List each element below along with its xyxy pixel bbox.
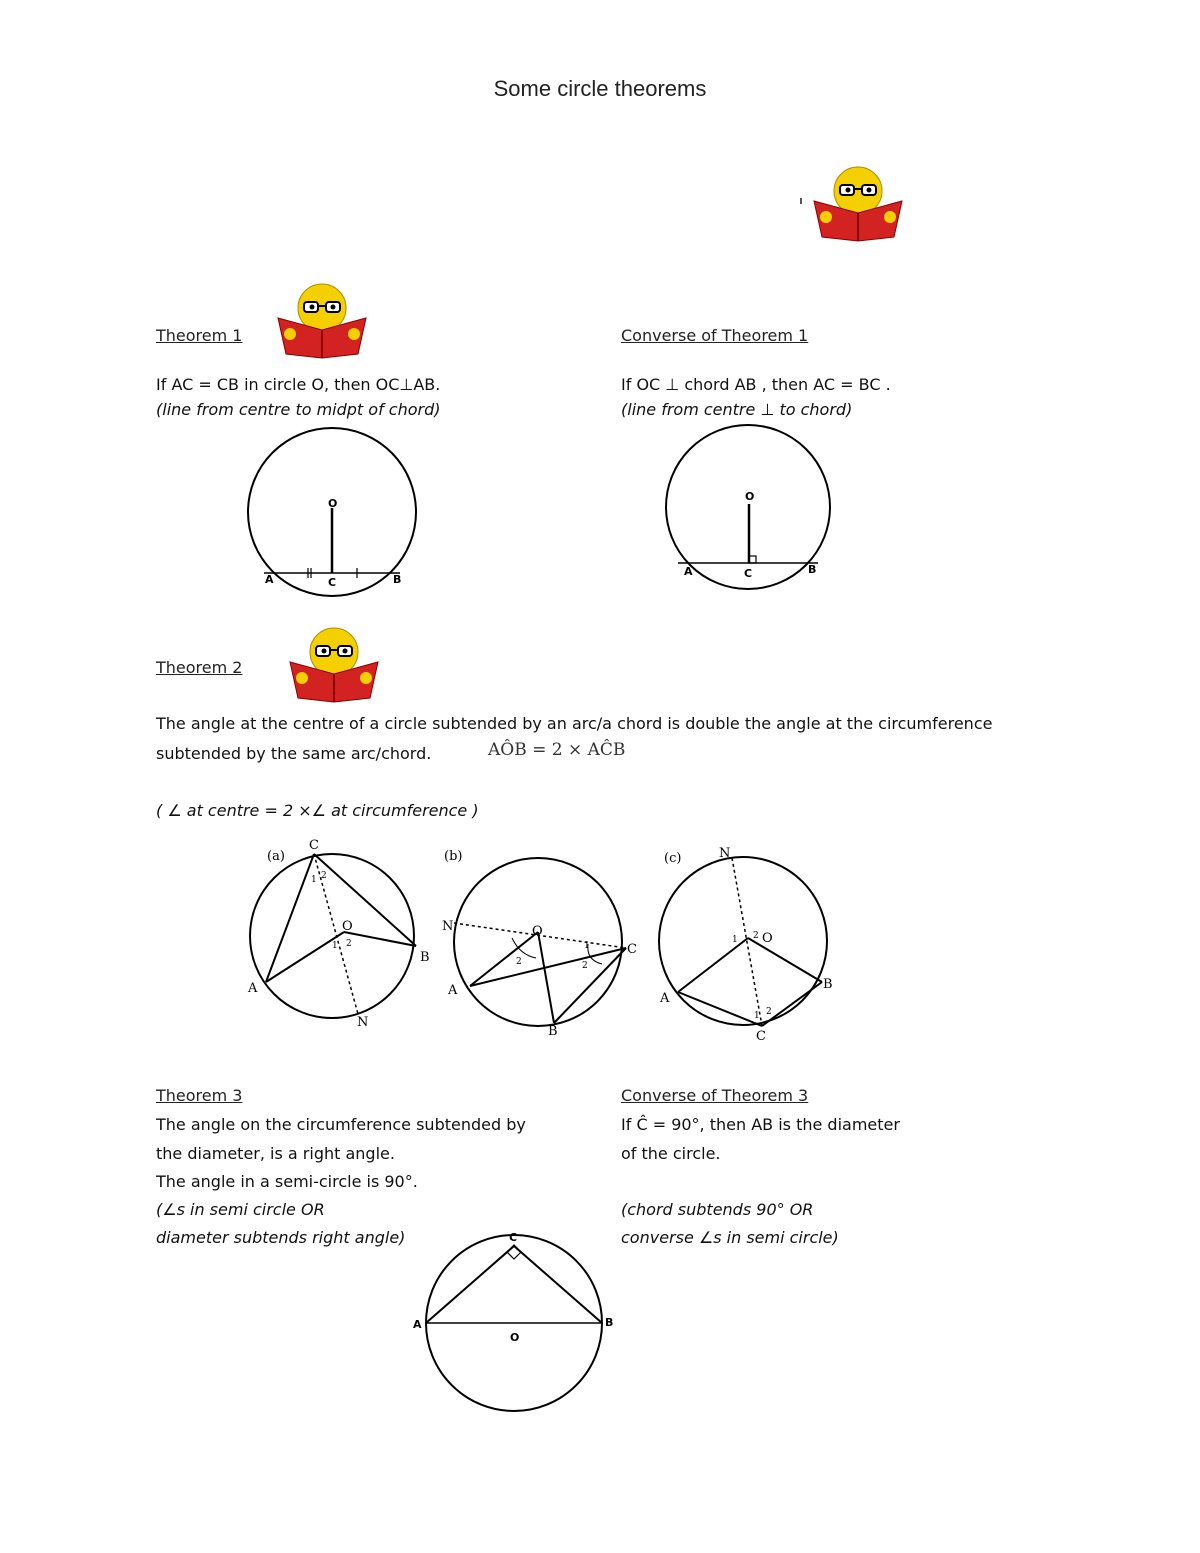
svg-text:2: 2 [582, 961, 588, 971]
label-b: B [548, 1024, 558, 1039]
svg-text:2: 2 [516, 957, 522, 967]
theorem3-diagram [410, 1226, 620, 1416]
figure-tag: (c) [664, 851, 682, 866]
label-a: A [660, 991, 670, 1006]
converse3-reason-2: converse ∠s in semi circle) [621, 1228, 839, 1247]
svg-text:1: 1 [311, 875, 317, 885]
theorem3-reason-2: diameter subtends right angle) [156, 1228, 406, 1247]
label-o: O [510, 1331, 520, 1344]
theorem3-line3: The angle in a semi-circle is 90°. [156, 1172, 418, 1191]
label-o: O [532, 924, 543, 939]
theorem2-figure-c [650, 842, 850, 1047]
theorem1-heading: Theorem 1 [156, 326, 243, 345]
theorem1-statement: If AC = CB in circle O, then OC⊥AB. [156, 375, 441, 394]
label-a: A [684, 565, 693, 578]
page-title: Some circle theorems [493, 76, 707, 101]
converse1-statement: If OC ⊥ chord AB , then AC = BC . [621, 375, 891, 394]
theorem2-heading: Theorem 2 [156, 658, 243, 677]
converse3-line1: If Ĉ = 90°, then AB is the diameter [621, 1115, 900, 1134]
converse3-line2: of the circle. [621, 1144, 721, 1163]
svg-text:2: 2 [346, 939, 352, 949]
label-c: C [328, 576, 337, 589]
reading-smiley-icon [288, 626, 380, 706]
label-a: A [413, 1318, 422, 1331]
theorem3-line2: the diameter, is a right angle. [156, 1144, 395, 1163]
svg-text:2: 2 [766, 1007, 772, 1017]
label-n: N [442, 919, 454, 934]
label-b: B [823, 977, 833, 992]
converse1-heading: Converse of Theorem 1 [621, 326, 809, 345]
svg-text:2: 2 [753, 931, 759, 941]
label-a: A [248, 981, 258, 996]
label-o: O [745, 490, 755, 503]
label-n: N [357, 1015, 369, 1030]
converse1-diagram [660, 424, 840, 594]
theorem1-reason: (line from centre to midpt of chord) [156, 400, 441, 419]
theorem2-statement-2: subtended by the same arc/chord. [156, 744, 432, 763]
theorem3-reason-1: (∠s in semi circle OR [156, 1200, 325, 1219]
label-o: O [342, 919, 353, 934]
label-c: C [309, 838, 319, 853]
faded-line [800, 198, 802, 204]
svg-text:1: 1 [732, 935, 738, 945]
svg-text:1: 1 [584, 941, 590, 951]
label-b: B [808, 563, 817, 576]
reading-smiley-icon [812, 165, 904, 245]
label-b: B [420, 950, 430, 965]
svg-text:1: 1 [332, 941, 338, 951]
label-b: B [393, 573, 402, 586]
label-c: C [756, 1029, 766, 1044]
converse1-reason: (line from centre ⊥ to chord) [621, 400, 853, 419]
figure-tag: (a) [267, 849, 285, 864]
converse3-heading: Converse of Theorem 3 [621, 1086, 809, 1105]
label-o: O [328, 497, 338, 510]
theorem2-formula: AÔB = 2 × AĈB [488, 740, 626, 760]
theorem3-line1: The angle on the circumference subtended by [156, 1115, 526, 1134]
theorem3-heading: Theorem 3 [156, 1086, 243, 1105]
theorem2-note: ( ∠ at centre = 2 ×∠ at circumference ) [156, 801, 479, 820]
label-o: O [762, 931, 773, 946]
label-c: C [744, 567, 753, 580]
theorem1-diagram [240, 428, 430, 603]
svg-text:1: 1 [754, 1011, 760, 1021]
label-a: A [265, 573, 274, 586]
label-c: C [627, 942, 637, 957]
theorem2-figure-b [440, 840, 640, 1040]
reading-smiley-icon [276, 282, 368, 362]
converse3-reason-1: (chord subtends 90° OR [621, 1200, 814, 1219]
label-a: A [448, 983, 458, 998]
theorem2-figure-a [240, 836, 440, 1036]
svg-text:2: 2 [321, 871, 327, 881]
label-n: N [719, 846, 731, 861]
label-c: C [509, 1231, 518, 1244]
theorem2-statement-1: The angle at the centre of a circle subtended by an arc/a chord is double the angle at the circumference [156, 714, 993, 733]
label-b: B [605, 1316, 614, 1329]
figure-tag: (b) [444, 849, 463, 864]
